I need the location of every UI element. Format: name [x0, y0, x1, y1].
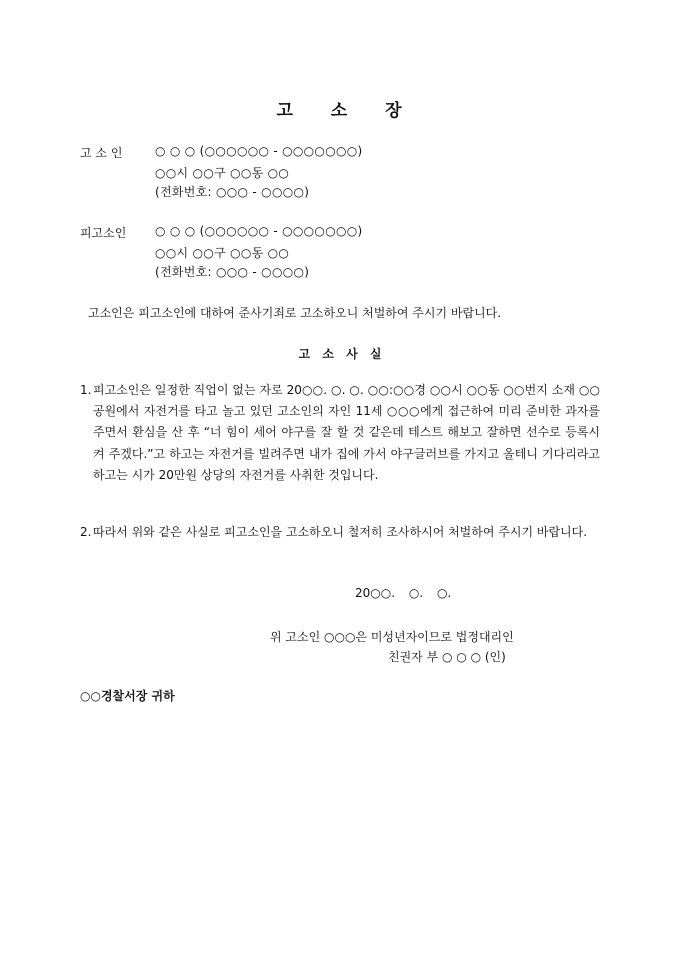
- page-title: 고 소 장: [276, 101, 404, 121]
- signature-line-2: 친권자 부 ○ ○ ○ (인): [388, 650, 506, 664]
- complainant-address: ○○시 ○○구 ○○동 ○○: [155, 166, 290, 180]
- fact-item-number: 1.: [80, 383, 92, 397]
- intro-paragraph: 고소인은 피고소인에 대하여 준사기죄로 고소하오니 처벌하여 주시기 바랍니다.: [88, 306, 502, 320]
- accused-phone: (전화번호: ○○○ - ○○○○): [155, 265, 310, 279]
- complainant-phone: (전화번호: ○○○ - ○○○○): [155, 185, 310, 199]
- fact-item-text: 피고소인은 일정한 직업이 없는 자로 20○○. ○. ○. ○○:○○경 ○○시 ○○동 ○○번지 소재 ○○공원에서 자전거를 타고 놀고 있던 고소인의 자인 11세 ○○○에게 접근하여 미리 준비한 과자를 주면서 환심을 산 후 “너 힘이 세어 야구를 잘 할 것 같은데 테스트 해보고 잘하면 선수로 등록시켜 주겠다.”고 하고는 자전거를 빌려주면 내가 집에 가서 야구글러브를 가지고 올테니 기다리라고 하고는 시가 20만원 상당의 자전거를 사취한 것입니다.: [93, 383, 600, 482]
- addressee: ○○경찰서장 귀하: [80, 689, 175, 703]
- complainant-label: 고 소 인: [80, 146, 123, 160]
- fact-item-1: [80, 380, 600, 486]
- accused-address: ○○시 ○○구 ○○동 ○○: [155, 246, 290, 260]
- document-date: 20○○. ○. ○.: [355, 586, 452, 600]
- accused-name-id: ○ ○ ○ (○○○○○○ - ○○○○○○○): [155, 224, 363, 238]
- complainant-name-id: ○ ○ ○ (○○○○○○ - ○○○○○○○): [155, 144, 363, 158]
- fact-item-number: 2.: [80, 525, 92, 539]
- accused-label: 피고소인: [80, 226, 127, 240]
- section-title: 고 소 사 실: [298, 347, 382, 361]
- signature-line-1: 위 고소인 ○○○은 미성년자이므로 법정대리인: [270, 630, 514, 644]
- fact-item-text: 따라서 위와 같은 사실로 피고소인을 고소하오니 철저히 조사하시어 처벌하여 주시기 바랍니다.: [93, 525, 588, 539]
- fact-item-2: [80, 522, 600, 543]
